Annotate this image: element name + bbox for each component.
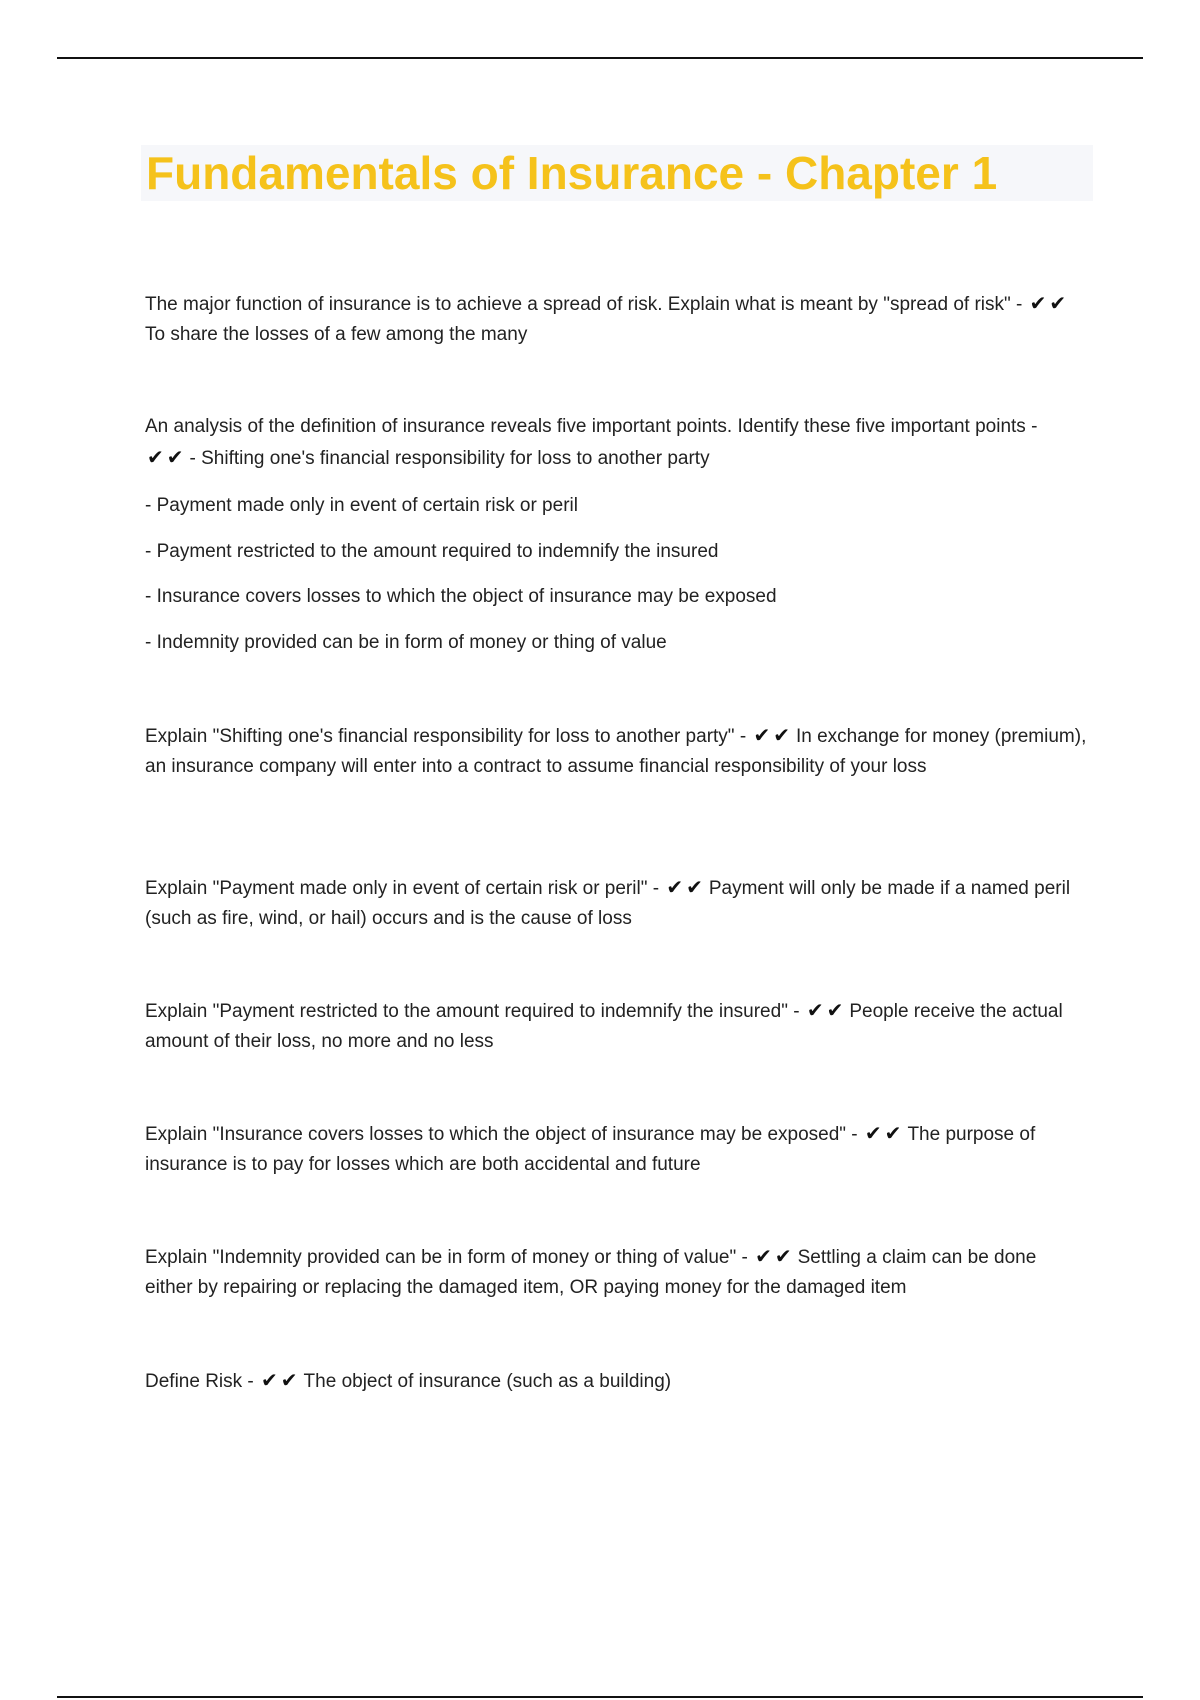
question-text: Explain "Insurance covers losses to which the object of insurance may be exposed" - <box>145 1124 858 1145</box>
question-text: An analysis of the definition of insurance reveals five important points. Identify these five important points - <box>145 416 1038 437</box>
list-item: - Indemnity provided can be in form of money or thing of value <box>145 632 667 653</box>
qa-define-risk <box>145 1365 1087 1397</box>
top-rule <box>57 57 1143 59</box>
qa-losses-exposed <box>145 1118 1087 1180</box>
answer-text: Settling a claim can be done either by repairing or replacing the damaged item, OR paying money for the damaged item <box>145 1247 1037 1298</box>
question-text: The major function of insurance is to achieve a spread of risk. Explain what is meant by "spread of risk" - <box>145 294 1023 315</box>
question-text: Explain "Indemnity provided can be in form of money or thing of value" - <box>145 1247 748 1268</box>
question-text: Explain "Payment restricted to the amount required to indemnify the insured" - <box>145 1001 800 1022</box>
list-item: - Insurance covers losses to which the object of insurance may be exposed <box>145 586 777 607</box>
bottom-rule <box>57 1696 1143 1698</box>
qa-indemnify-insured <box>145 995 1087 1057</box>
question-text: Define Risk - <box>145 1371 254 1392</box>
double-check-icon: ✔✔ <box>864 1121 905 1145</box>
qa-certain-risk-or-peril <box>145 872 1087 934</box>
answer-text: The purpose of insurance is to pay for losses which are both accidental and future <box>145 1124 1036 1175</box>
page-title: Fundamentals of Insurance - Chapter 1 <box>146 147 998 199</box>
answer-text: People receive the actual amount of their loss, no more and no less <box>145 1001 1063 1052</box>
answer-text: The object of insurance (such as a building) <box>303 1371 672 1392</box>
double-check-icon: ✔✔ <box>261 1368 301 1392</box>
question-text: Explain "Payment made only in event of certain risk or peril" - <box>145 878 660 899</box>
qa-shifting-responsibility <box>145 720 1087 782</box>
double-check-icon: ✔✔ <box>666 875 706 899</box>
answer-text: To share the losses of a few among the many <box>145 324 528 345</box>
double-check-icon: ✔✔ <box>1029 291 1070 315</box>
double-check-icon: ✔✔ <box>147 445 187 469</box>
double-check-icon: ✔✔ <box>806 998 847 1022</box>
list-item: - Payment restricted to the amount required to indemnify the insured <box>145 541 719 562</box>
double-check-icon: ✔✔ <box>753 723 793 747</box>
qa-five-points <box>145 412 1087 474</box>
answer-text: In exchange for money (premium), an insurance company will enter into a contract to assume financial responsibility of your loss <box>145 726 1087 777</box>
list-item: - Payment made only in event of certain risk or peril <box>145 495 578 516</box>
question-text: Explain "Shifting one's financial responsibility for loss to another party" - <box>145 726 747 747</box>
answer-text: - Shifting one's financial responsibility for loss to another party <box>189 448 710 469</box>
double-check-icon: ✔✔ <box>755 1244 795 1268</box>
qa-spread-of-risk <box>145 288 1087 350</box>
answer-text: Payment will only be made if a named peril (such as fire, wind, or hail) occurs and is the cause of loss <box>145 878 1071 929</box>
qa-money-or-thing-of-value <box>145 1241 1087 1303</box>
